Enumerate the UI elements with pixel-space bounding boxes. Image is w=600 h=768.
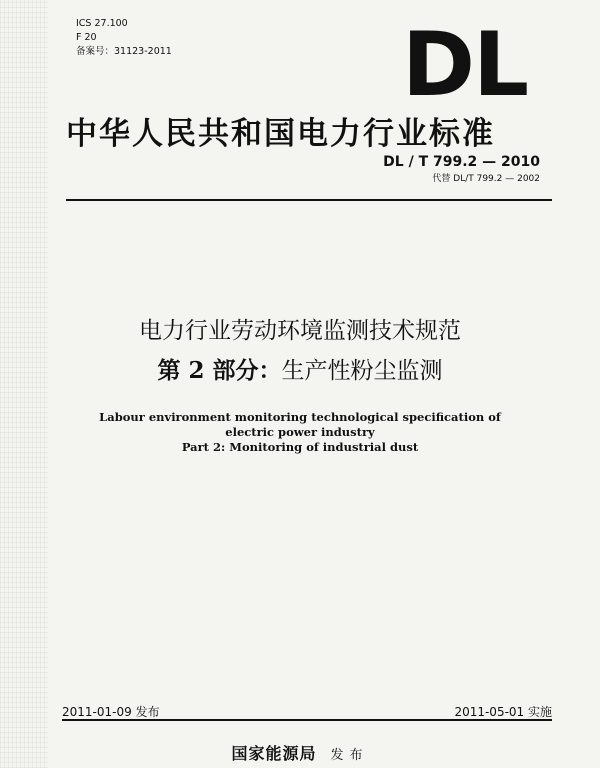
title-chinese-main: 电力行业劳动环境监测技术规范 xyxy=(139,318,461,344)
part-title: 生产性粉尘监测 xyxy=(281,358,443,384)
publisher-name: 国家能源局 xyxy=(231,744,317,763)
part-number: 第 2 部分： xyxy=(157,357,282,384)
issuing-organization: 中华人民共和国电力行业标准 xyxy=(66,116,495,152)
standard-code-block xyxy=(383,154,540,184)
standard-code: DL / T 799.2 — 2010 xyxy=(383,154,540,170)
title-english-line3: Part 2: Monitoring of industrial dust xyxy=(181,440,419,454)
top-divider xyxy=(66,199,552,201)
publisher-verb: 发布 xyxy=(330,748,369,763)
title-english xyxy=(0,410,600,455)
title-english-line2: electric power industry xyxy=(225,425,375,439)
dl-logo: DL xyxy=(402,13,528,116)
issue-date: 2011-01-09 发布 xyxy=(62,705,160,719)
implementation-date: 2011-05-01 实施 xyxy=(454,705,552,719)
title-chinese-part xyxy=(0,352,600,385)
publisher-line xyxy=(0,741,600,764)
ics-code: ICS 27.100 xyxy=(76,18,128,29)
replaces-standard: 代替 DL/T 799.2 — 2002 xyxy=(432,174,540,184)
record-number: 备案号：31123-2011 xyxy=(76,46,172,57)
category-code: F 20 xyxy=(76,32,97,43)
title-english-line1: Labour environment monitoring technological specification of xyxy=(99,410,501,424)
header-meta xyxy=(76,17,172,59)
bottom-divider xyxy=(62,719,552,721)
